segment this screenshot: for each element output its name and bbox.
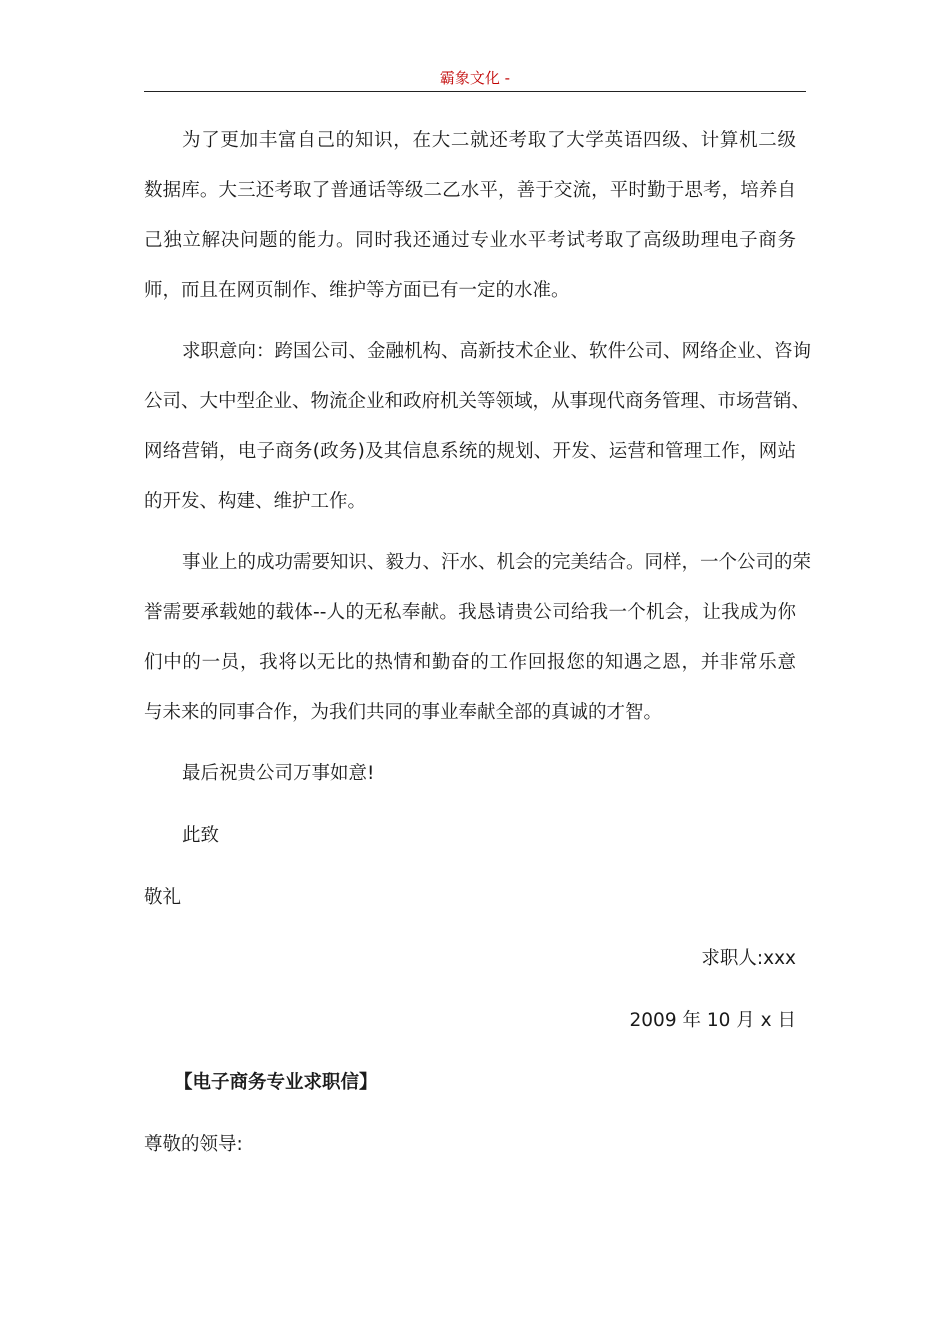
paragraph-1-line-4: 师，而且在网页制作、维护等方面已有一定的水准。: [144, 280, 570, 301]
section-title: 【电子商务专业求职信】: [174, 1072, 378, 1093]
cizhi: 此致: [182, 825, 220, 846]
paragraph-1-line-3: 己独立解决问题的能力。同时我还通过专业水平考试考取了高级助理电子商务: [144, 230, 796, 251]
paragraph-2-line-1: 求职意向：跨国公司、金融机构、高新技术企业、软件公司、网络企业、咨询: [182, 341, 812, 362]
header-text: 霸象文化 -: [439, 69, 511, 87]
paragraph-1-line-2: 数据库。大三还考取了普通话等级二乙水平，善于交流，平时勤于思考，培养自: [144, 180, 796, 201]
paragraph-3-line-4: 与未来的同事合作，为我们共同的事业奉献全部的真诚的才智。: [144, 702, 663, 723]
paragraph-2-line-2: 公司、大中型企业、物流企业和政府机关等领域，从事现代商务管理、市场营销、: [144, 391, 811, 412]
page-header: [144, 66, 806, 92]
paragraph-3-line-3: 们中的一员，我将以无比的热情和勤奋的工作回报您的知遇之恩，并非常乐意: [144, 652, 796, 673]
paragraph-2-line-4: 的开发、构建、维护工作。: [144, 491, 367, 512]
paragraph-2-line-3: 网络营销，电子商务(政务)及其信息系统的规划、开发、运营和管理工作，网站: [144, 441, 796, 462]
paragraph-1-line-1: 为了更加丰富自己的知识，在大二就还考取了大学英语四级、计算机二级: [182, 130, 796, 151]
salutation: 尊敬的领导:: [144, 1134, 243, 1155]
jingli: 敬礼: [144, 887, 182, 908]
paragraph-3-line-2: 誉需要承载她的载体--人的无私奉献。我恳请贵公司给我一个机会，让我成为你: [144, 602, 796, 623]
date: 2009 年 10 月 x 日: [629, 1010, 796, 1031]
paragraph-3-line-1: 事业上的成功需要知识、毅力、汗水、机会的完美结合。同样，一个公司的荣: [182, 552, 812, 573]
signature: 求职人:xxx: [701, 948, 796, 969]
closing-wish: 最后祝贵公司万事如意!: [182, 763, 375, 784]
